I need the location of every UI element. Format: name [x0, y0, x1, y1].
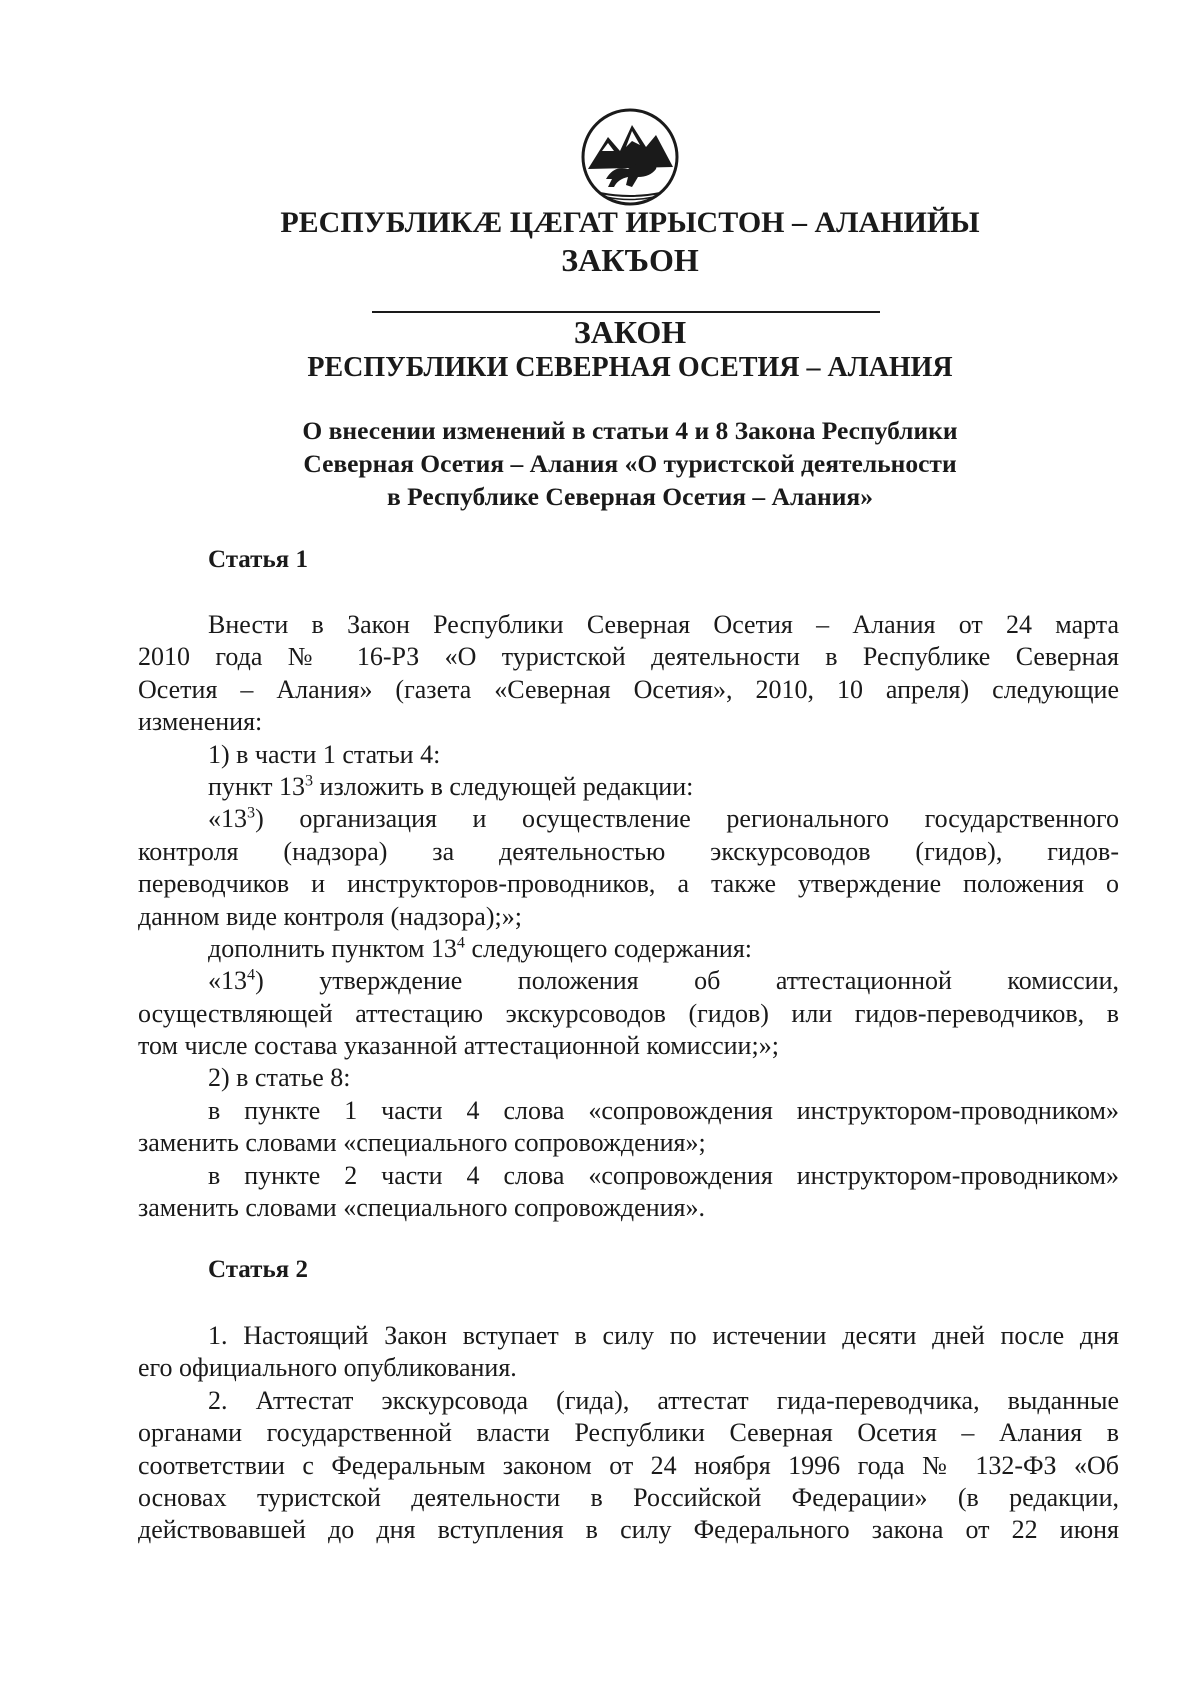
text-line: «$13^4$) утверждение положения об аттестационной комиссии,: [208, 966, 1119, 996]
text-line: заменить словами «специального сопровождения»;: [138, 1128, 706, 1158]
text-line: переводчиков и инструкторов-проводников, а также утверждение положения о: [138, 869, 1119, 899]
text-line: изменения:: [138, 707, 263, 737]
text-line: данном виде контроля (надзора);»;: [138, 901, 522, 931]
text-line: 1. Настоящий Закон вступает в силу по истечении десяти дней после дня: [208, 1321, 1119, 1350]
text-line: органами государственной власти Республики Северная Осетия – Алания в: [138, 1418, 1119, 1448]
text-line: в пункте 2 части 4 слова «сопровождения инструктором-проводником»: [208, 1160, 1119, 1190]
ossetian-law-title: ЗАКЪОН: [561, 242, 699, 278]
text-line: 2010 года № 16-РЗ «О туристской деятельности в Республике Северная: [138, 642, 1119, 672]
subject-line: в Республике Северная Осетия – Алания»: [387, 482, 873, 511]
republic-title: РЕСПУБЛИКИ СЕВЕРНАЯ ОСЕТИЯ – АЛАНИЯ: [307, 352, 953, 383]
subject-line: Северная Осетия – Алания «О туристской деятельности: [303, 449, 957, 478]
text-line: 2. Аттестат экскурсовода (гида), аттестат гида-переводчика, выданные: [208, 1385, 1119, 1415]
text-line: заменить словами «специального сопровождения».: [138, 1193, 705, 1223]
text-line: 2) в статье 8:: [208, 1063, 351, 1093]
text-line: 1) в части 1 статьи 4:: [208, 739, 441, 769]
law-title: ЗАКОН: [573, 314, 687, 350]
article-2-body: [138, 1320, 1119, 1547]
text-line: «$13^3$) организация и осуществление регионального государственного: [208, 804, 1119, 834]
text-line: в пункте 1 части 4 слова «сопровождения инструктором-проводником»: [208, 1095, 1119, 1125]
law-subject: [0, 414, 1200, 513]
title-divider: [372, 311, 880, 313]
text-line: пункт $13^3$ изложить в следующей редакции:: [208, 771, 694, 801]
ossetian-republic-title: РЕСПУБЛИКÆ ЦÆГАТ ИРЫСТОН – АЛАНИЙЫ: [280, 206, 980, 239]
subject-line: О внесении изменений в статьи 4 и 8 Закона Республики: [302, 416, 958, 445]
text-line: Внести в Закон Республики Северная Осетия – Алания от 24 марта: [208, 610, 1119, 639]
coat-of-arms-emblem: [580, 107, 680, 207]
article-1-title: Статья 1: [208, 546, 308, 573]
text-line: дополнить пунктом $13^4$ следующего содержания:: [208, 933, 752, 963]
text-line: его официального опубликования.: [138, 1353, 517, 1383]
text-line: том числе состава указанной аттестационной комиссии;»;: [138, 1031, 779, 1061]
text-line: осуществляющей аттестацию экскурсоводов (гидов) или гидов-переводчиков, в: [138, 998, 1119, 1028]
text-line: основах туристской деятельности в Российской Федерации» (в редакции,: [138, 1482, 1119, 1512]
text-line: действовавшей до дня вступления в силу Федерального закона от 22 июня: [138, 1515, 1119, 1545]
article-1-body: [138, 609, 1119, 1224]
text-line: контроля (надзора) за деятельностью экскурсоводов (гидов), гидов-: [138, 836, 1119, 866]
text-line: соответствии с Федеральным законом от 24 ноября 1996 года № 132-ФЗ «Об: [138, 1450, 1119, 1480]
article-2-title: Статья 2: [208, 1256, 308, 1283]
text-line: Осетия – Алания» (газета «Северная Осетия», 2010, 10 апреля) следующие: [138, 674, 1119, 704]
